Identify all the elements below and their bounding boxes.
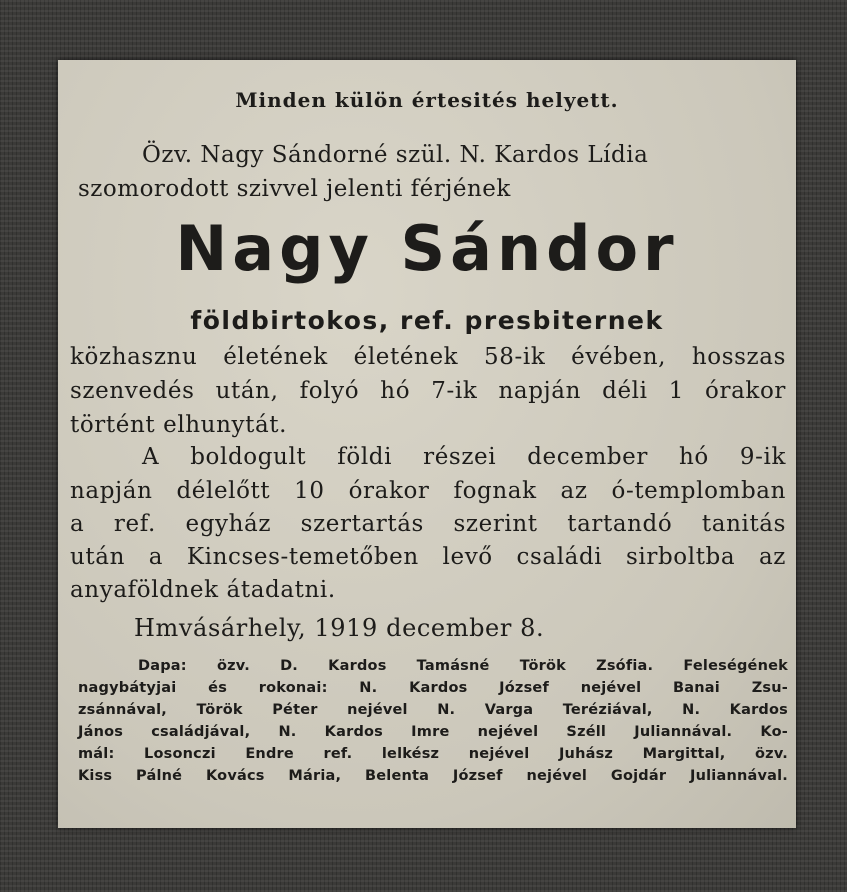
- mourners-line: zsánnával, Török Péter nejével N. Varga Teréziával, N. Kardos: [78, 702, 788, 718]
- body-line: történt elhunytát.: [70, 412, 288, 438]
- body-line: szenvedés után, folyó hó 7-ik napján déli 1 órakor: [70, 378, 786, 404]
- body-line: anyaföldnek átadatni.: [70, 577, 336, 603]
- mourners-line: Dapa: özv. D. Kardos Tamásné Török Zsófia. Feleségének: [138, 658, 788, 674]
- deceased-title: földbirtokos, ref. presbiternek: [190, 306, 664, 335]
- body-line: közhasznu életének életének 58-ik évében, hosszas: [70, 344, 786, 370]
- mourners-line: János családjával, N. Kardos Imre nejével Széll Juliannával. Ko-: [78, 724, 788, 740]
- body-line: a ref. egyház szertartás szerint tartandó tanitás: [70, 511, 786, 537]
- obituary-notice: [58, 60, 796, 828]
- mourners-line: Kiss Pálné Kovács Mária, Belenta József nejével Gojdár Juliannával.: [78, 768, 788, 784]
- body-line: napján délelőtt 10 órakor fognak az ó-templomban: [70, 478, 786, 504]
- place-date: Hmvásárhely, 1919 december 8.: [134, 614, 545, 642]
- body-line: A boldogult földi részei december hó 9-ik: [142, 444, 786, 470]
- notice-header: Minden külön értesités helyett.: [235, 88, 619, 112]
- body-line: után a Kincses-temetőben levő családi sirboltba az: [70, 544, 786, 570]
- mourners-line: nagybátyjai és rokonai: N. Kardos József nejével Banai Zsu-: [78, 680, 788, 696]
- deceased-name: Nagy Sándor: [175, 212, 679, 285]
- mourners-line: mál: Losonczi Endre ref. lelkész nejével Juhász Margittal, özv.: [78, 746, 788, 762]
- intro-line-2: szomorodott szivvel jelenti férjének: [78, 176, 511, 202]
- intro-line-1: Özv. Nagy Sándorné szül. N. Kardos Lídia: [142, 142, 649, 168]
